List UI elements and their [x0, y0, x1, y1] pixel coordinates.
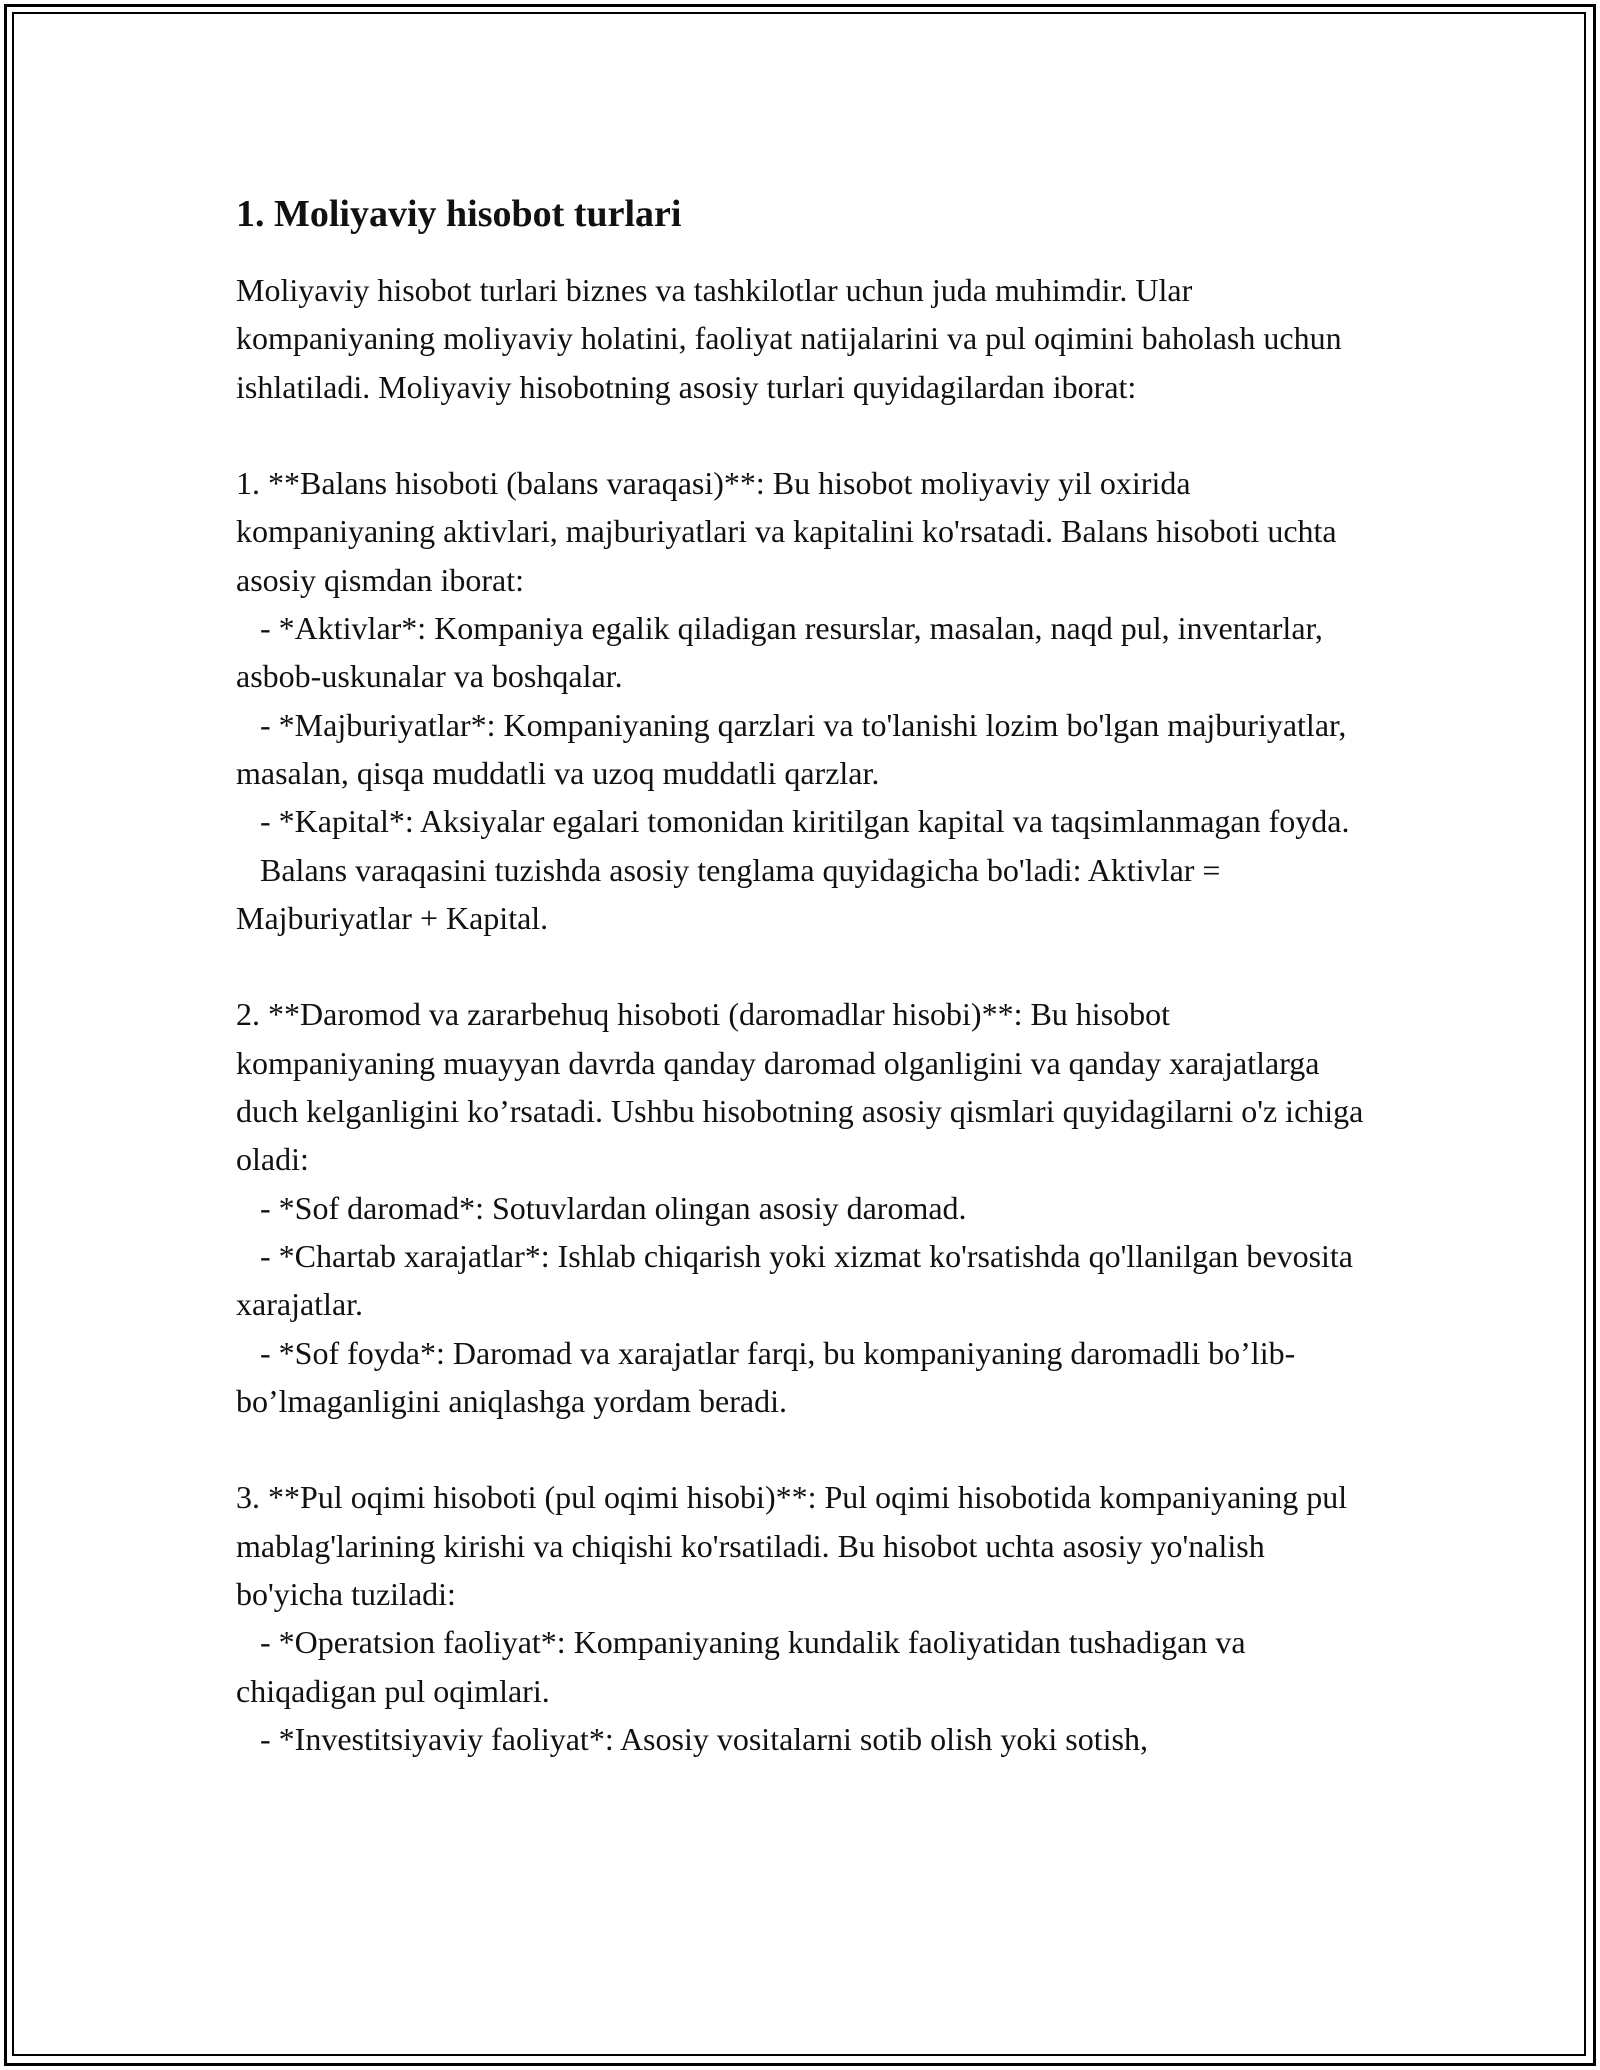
- section-2-heading: 2. **Daromod va zararbehuq hisoboti (daromadlar hisobi)**: Bu hisobot kompaniyaning muayyan davrda qanday daromad olganligini va qanday xarajatlarga duch kelganligini ko’rsatadi. Ushbu hisobotning asosiy qismlari quyidagilarni o'z ichiga oladi:: [236, 996, 1372, 1178]
- page-title: 1. Moliyaviy hisobot turlari: [236, 193, 682, 235]
- section-3-heading: 3. **Pul oqimi hisoboti (pul oqimi hisobi)**: Pul oqimi hisobotida kompaniyaning pul mablag'larining kirishi va chiqishi ko'rsatiladi. Bu hisobot uchta asosiy yo'nalish bo'yicha tuziladi:: [236, 1479, 1356, 1613]
- paragraph-gap: [236, 942, 1376, 990]
- paragraph-gap: [236, 1425, 1376, 1473]
- intro-paragraph: Moliyaviy hisobot turlari biznes va tashkilotlar uchun juda muhimdir. Ular kompaniyaning moliyaviy holatini, faoliyat natijalarini va pul oqimini baholash uchun ishlatiladi. Moliyaviy hisobotning asosiy turlari quyidagilardan iborat:: [236, 272, 1350, 405]
- section-2-item-chartab-xarajatlar: - *Chartab xarajatlar*: Ishlab chiqarish yoki xizmat ko'rsatishda qo'llanilgan bevosita xarajatlar.: [236, 1237, 1361, 1323]
- section-2-item-sof-foyda: - *Sof foyda*: Daromad va xarajatlar farqi, bu kompaniyaning daromadli bo’lib-bo’lmaganligini aniqlashga yordam beradi.: [236, 1334, 1296, 1419]
- section-1-item-majburiyatlar: - *Majburiyatlar*: Kompaniyaning qarzlari va to'lanishi lozim bo'lgan majburiyatlar, masalan, qisqa muddatli va uzoq muddatli qarzlar.: [236, 706, 1355, 791]
- section-3-item-investitsiyaviy: - *Investitsiyaviy faoliyat*: Asosiy vositalarni sotib olish yoki sotish,: [236, 1720, 1148, 1757]
- document-body: [236, 188, 1376, 1763]
- section-1-item-aktivlar: - *Aktivlar*: Kompaniya egalik qiladigan resurslar, masalan, naqd pul, inventarlar, asbob-uskunalar va boshqalar.: [236, 610, 1331, 695]
- section-3-item-operatsion: - *Operatsion faoliyat*: Kompaniyaning kundalik faoliyatidan tushadigan va chiqadigan pul oqimlari.: [236, 1624, 1254, 1709]
- section-2-item-sof-daromad: - *Sof daromad*: Sotuvlardan olingan asosiy daromad.: [236, 1189, 967, 1226]
- section-1-heading: 1. **Balans hisoboti (balans varaqasi)**: Bu hisobot moliyaviy yil oxirida kompaniyaning aktivlari, majburiyatlari va kapitalini ko'rsatadi. Balans hisoboti uchta asosiy qismdan iborat:: [236, 465, 1345, 598]
- paragraph-gap: [236, 411, 1376, 459]
- section-1-note: Balans varaqasini tuzishda asosiy tenglama quyidagicha bo'ladi: Aktivlar = Majburiyatlar + Kapital.: [236, 851, 1229, 936]
- section-1-item-kapital: - *Kapital*: Aksiyalar egalari tomonidan kiritilgan kapital va taqsimlanmagan foyda.: [236, 803, 1350, 840]
